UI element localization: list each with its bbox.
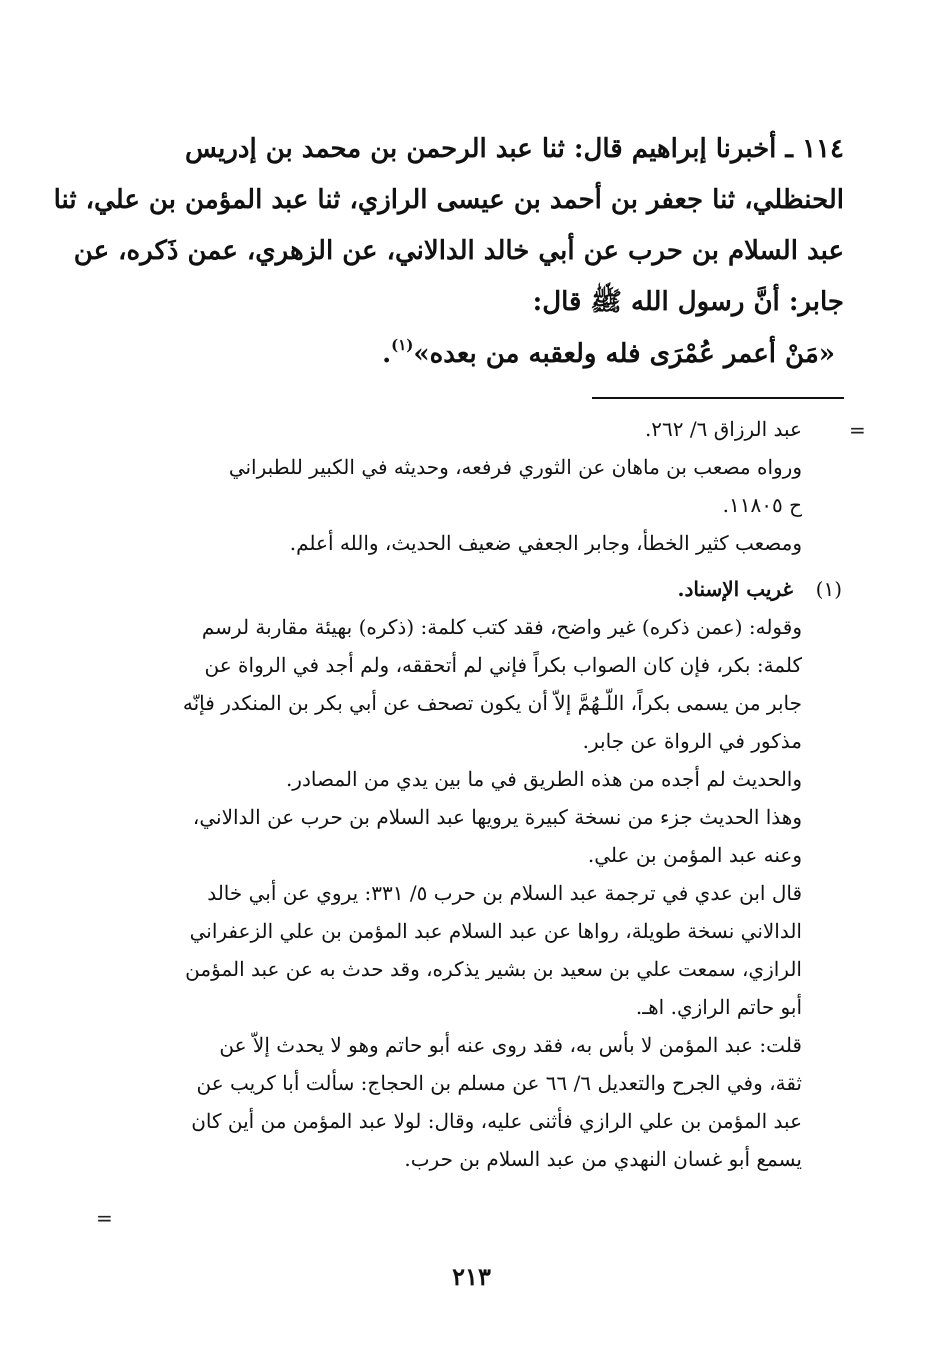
- main-line-3: عبد السلام بن حرب عن أبي خالد الدالاني، عن الزهري، عمن ذَكره، عن: [73, 236, 844, 266]
- hadith-end: .: [382, 339, 392, 369]
- footnote-line: غريب الإسناد.: [677, 577, 793, 601]
- footnote-1: [108, 570, 842, 1178]
- footnote-line: الدالاني نسخة طويلة، رواها عن عبد السلام عبد المؤمن بن علي الزعفراني: [189, 919, 802, 943]
- footnotes: [108, 410, 842, 1178]
- end-continuation-mark: =: [96, 1206, 113, 1230]
- footnote-number: (١): [815, 577, 842, 601]
- footnote-divider: [592, 397, 844, 399]
- footnote-line: قلت: عبد المؤمن لا بأس به، فقد روى عنه أبو حاتم وهو لا يحدث إلاّ عن: [219, 1033, 802, 1057]
- footnote-line: وعنه عبد المؤمن بن علي.: [587, 843, 802, 867]
- main-line-2: الحنظلي، ثنا جعفر بن أحمد بن عيسى الرازي، ثنا عبد المؤمن بن علي، ثنا: [53, 185, 844, 215]
- footnote-line: قال ابن عدي في ترجمة عبد السلام بن حرب ٥/ ٣٣١: يروي عن أبي خالد: [207, 881, 802, 905]
- footnote-line: الرازي، سمعت علي بن سعيد بن بشير يذكره، وقد حدث به عن عبد المؤمن: [185, 957, 802, 981]
- footnote-continued: [108, 410, 842, 562]
- hadith-quote: «مَنْ أعمر عُمْرَى فله ولعقبه من بعده»: [413, 339, 835, 369]
- footnote-line: عبد المؤمن بن علي الرازي فأثنى عليه، وقال: لولا عبد المؤمن من أين كان: [191, 1109, 802, 1133]
- main-line-1: ١١٤ ـ أخبرنا إبراهيم قال: ثنا عبد الرحمن بن محمد بن إدريس: [184, 134, 844, 164]
- footnote-line: جابر من يسمى بكراً، اللّـهُمَّ إلاّ أن يكون تصحف عن أبي بكر بن المنكدر فإنّه: [182, 691, 802, 715]
- footnote-line: ورواه مصعب بن ماهان عن الثوري فرفعه، وحديثه في الكبير للطبراني: [228, 455, 802, 479]
- footnote-reference: (١): [391, 336, 414, 354]
- main-line-4: جابر: أنَّ رسول الله ﷺ قال:: [532, 287, 844, 317]
- footnote-line: يسمع أبو غسان النهدي من عبد السلام بن حرب.: [404, 1147, 802, 1171]
- footnote-line: وقوله: (عمن ذكره) غير واضح، فقد كتب كلمة: (ذكره) بهيئة مقاربة لرسم: [201, 615, 802, 639]
- footnote-line: عبد الرزاق ٦/ ٢٦٢.: [644, 417, 802, 441]
- footnote-1-body: [108, 608, 842, 1178]
- footnote-line: ومصعب كثير الخطأ، وجابر الجعفي ضعيف الحديث، والله أعلم.: [289, 531, 802, 555]
- main-text: [53, 124, 844, 328]
- continuation-mark: =: [849, 418, 866, 442]
- footnote-line: والحديث لم أجده من هذه الطريق في ما بين يدي من المصادر.: [285, 767, 802, 791]
- page-number: ٢١٣: [452, 1262, 491, 1291]
- footnote-1-first-line: [108, 570, 842, 608]
- footnote-line: ثقة، وفي الجرح والتعديل ٦/ ٦٦ عن مسلم بن الحجاج: سألت أبا كريب عن: [196, 1071, 802, 1095]
- footnote-line: أبو حاتم الرازي. اهـ.: [635, 995, 802, 1019]
- footnote-line: كلمة: بكر، فإن كان الصواب بكراً فإني لم أتحققه، ولم أجد في الرواة عن: [204, 653, 802, 677]
- footnote-line: ح ١١٨٠٥.: [722, 493, 802, 517]
- footnote-line: وهذا الحديث جزء من نسخة كبيرة يرويها عبد السلام بن حرب عن الدالاني،: [192, 805, 802, 829]
- hadith-text: [382, 320, 835, 380]
- footnote-line: مذكور في الرواة عن جابر.: [582, 729, 802, 753]
